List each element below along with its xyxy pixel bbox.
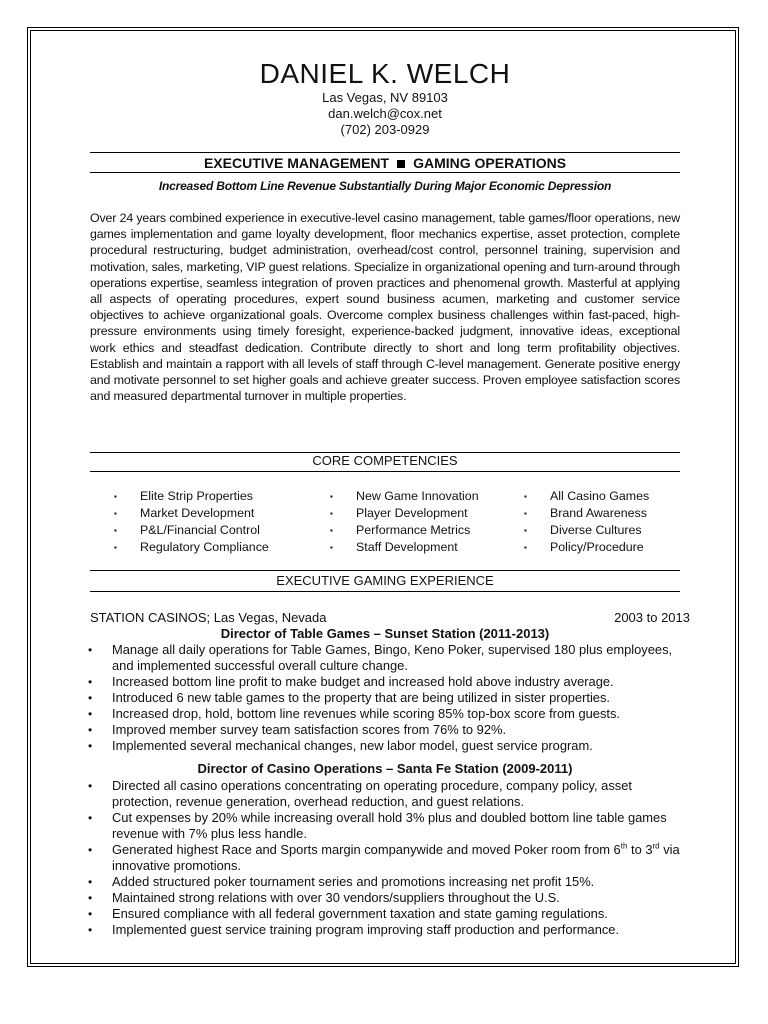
competency: Policy/Procedure — [550, 540, 644, 554]
bullet-icon: • — [88, 723, 93, 737]
square-bullet-icon: ▪ — [524, 509, 527, 518]
bullet-text-part: to 3 — [631, 842, 653, 857]
bullet-text: Increased drop, hold, bottom line revenues while scoring 85% top-box score from guests. — [112, 706, 621, 721]
square-bullet-icon: ▪ — [524, 492, 527, 501]
employment-dates: 2003 to 2013 — [614, 610, 690, 625]
contact-city: Las Vegas, NV 89103 — [322, 90, 448, 105]
competency: Market Development — [140, 506, 255, 520]
bullet-icon: • — [88, 907, 93, 921]
list-item — [88, 738, 680, 754]
experience-title: EXECUTIVE GAMING EXPERIENCE — [276, 573, 494, 588]
list-item — [88, 674, 680, 690]
bullet-text — [112, 842, 680, 873]
list-item — [88, 706, 680, 722]
list-item — [88, 906, 680, 922]
bullet-icon: • — [88, 739, 93, 753]
list-item — [88, 722, 680, 738]
list-item — [330, 505, 479, 522]
competencies-col-1 — [114, 488, 269, 556]
competencies-col-2 — [330, 488, 479, 556]
bullet-icon: • — [88, 811, 93, 825]
list-item — [114, 505, 269, 522]
competency: Diverse Cultures — [550, 523, 642, 537]
square-bullet-icon: ▪ — [330, 543, 333, 552]
tagline: Increased Bottom Line Revenue Substantially During Major Economic Depression — [158, 179, 612, 193]
competency: Performance Metrics — [356, 523, 471, 537]
bullet-text-part: via innovative promotions. — [112, 842, 680, 873]
bullet-text: Implemented several mechanical changes, new labor model, guest service program. — [112, 738, 593, 753]
bullet-icon: • — [88, 843, 93, 857]
competency: Regulatory Compliance — [140, 540, 269, 554]
competency: P&L/Financial Control — [140, 523, 260, 537]
superscript: rd — [652, 841, 660, 851]
list-item — [330, 488, 479, 505]
bullet-text: Added structured poker tournament series and promotions increasing net profit 15%. — [112, 874, 595, 889]
square-bullet-icon: ▪ — [114, 526, 117, 535]
list-item — [114, 539, 269, 556]
divider-headline — [90, 172, 680, 173]
bullet-icon: • — [88, 707, 93, 721]
role-title-1: Director of Table Games – Sunset Station (2011-2013) — [220, 626, 550, 641]
competency: Brand Awareness — [550, 506, 647, 520]
divider-top — [90, 152, 680, 153]
square-bullet-icon: ▪ — [524, 526, 527, 535]
bullet-text: Maintained strong relations with over 30 vendors/suppliers throughout the U.S. — [112, 890, 560, 905]
square-bullet-icon: ▪ — [524, 543, 527, 552]
bullet-text: Manage all daily operations for Table Games, Bingo, Keno Poker, supervised 180 plus employees, and implemented successful overall culture change. — [112, 642, 673, 673]
bullet-icon: • — [88, 779, 93, 793]
bullet-text: Ensured compliance with all federal government taxation and state gaming regulations. — [112, 906, 608, 921]
employer-line — [90, 610, 690, 626]
square-bullet-icon: ▪ — [330, 492, 333, 501]
headline — [90, 154, 680, 172]
contact-block — [90, 90, 680, 138]
list-item — [88, 874, 680, 890]
list-item — [88, 890, 680, 906]
headline-left: EXECUTIVE MANAGEMENT — [203, 155, 390, 171]
list-item — [88, 778, 680, 810]
bullet-icon: • — [88, 923, 93, 937]
contact-email: dan.welch@cox.net — [328, 106, 442, 121]
square-bullet-icon: ▪ — [114, 492, 117, 501]
competency: Elite Strip Properties — [140, 489, 253, 503]
list-item — [524, 505, 649, 522]
bullet-text: Cut expenses by 20% while increasing overall hold 3% plus and doubled bottom line table games revenue with 7% plus less handle. — [112, 810, 667, 841]
competency: New Game Innovation — [356, 489, 479, 503]
competencies-grid — [90, 488, 680, 560]
employer: STATION CASINOS; Las Vegas, Nevada — [90, 610, 327, 625]
list-item — [88, 642, 680, 674]
competency: Staff Development — [356, 540, 458, 554]
list-item — [524, 539, 649, 556]
bullet-text-part: Generated highest Race and Sports margin companywide and moved Poker room from 6 — [112, 842, 621, 857]
bullet-text: Improved member survey team satisfaction scores from 76% to 92%. — [112, 722, 507, 737]
superscript: th — [620, 841, 628, 851]
bullet-icon: • — [88, 675, 93, 689]
list-item — [88, 810, 680, 842]
bullet-icon: • — [88, 891, 93, 905]
square-bullet-icon: ▪ — [330, 526, 333, 535]
square-bullet-icon: ▪ — [114, 543, 117, 552]
bullet-icon: • — [88, 691, 93, 705]
bullet-text: Introduced 6 new table games to the property that are being utilized in sister properties. — [112, 690, 611, 705]
list-item — [114, 522, 269, 539]
divider-experience — [90, 570, 680, 571]
list-item — [88, 690, 680, 706]
bullet-icon: • — [88, 643, 93, 657]
role-2-bullets — [88, 778, 680, 938]
candidate-name: DANIEL K. WELCH — [259, 58, 511, 89]
divider-experience-bottom — [90, 591, 680, 592]
competencies-title: CORE COMPETENCIES — [312, 453, 458, 468]
divider-competencies-bottom — [90, 471, 680, 472]
competency: All Casino Games — [550, 489, 650, 503]
competency: Player Development — [356, 506, 468, 520]
headline-right: GAMING OPERATIONS — [413, 155, 567, 171]
role-title-2: Director of Casino Operations – Santa Fe Station (2009-2011) — [197, 761, 573, 776]
role-1-bullets — [88, 642, 680, 754]
bullet-text: Directed all casino operations concentrating on operating procedure, company policy, asset protection, revenue generation, overhead reduction, and guest relations. — [112, 778, 632, 809]
list-item — [88, 922, 680, 938]
competencies-col-3 — [524, 488, 649, 556]
bullet-text: Increased bottom line profit to make budget and increased hold above industry average. — [112, 674, 614, 689]
bullet-text: Implemented guest service training program improving staff production and performance. — [112, 922, 620, 937]
square-bullet-icon: ▪ — [114, 509, 117, 518]
summary-paragraph: Over 24 years combined experience in executive-level casino management, table games/floor operations, new games implementation and game loyalty development, floor mechanics expertise, asset protection, complete procedural restructuring, budget administration, overhead/cost control, personnel training, supervision and motivation, sales, marketing, VIP guest relations. Specialize in organizational opening and turn-around through operations expertise, seamless integration of proven practices and phenomenal growth. Masterful at applying all aspects of operating procedures, expert sound business acumen, marketing and customer service objectives to achieve organizational goals. Overcome complex business challenges within fast-paced, high-pressure environments using timely foresight, experience-backed judgment, innovative ideas, exceptional work ethics and steadfast dedication. Contribute directly to short and long term profitability objectives. Establish and maintain a rapport with all levels of staff through C-level management. Generate positive energy and motivate personnel to set higher goals and achieve greater success. Proven employee satisfaction scores and measured departmental turnover in multiple properties. — [90, 211, 680, 404]
list-item — [330, 539, 479, 556]
list-item — [88, 842, 680, 874]
list-item — [524, 488, 649, 505]
contact-phone: (702) 203-0929 — [340, 122, 430, 137]
list-item — [330, 522, 479, 539]
square-icon — [397, 160, 405, 168]
list-item — [114, 488, 269, 505]
list-item — [524, 522, 649, 539]
square-bullet-icon: ▪ — [330, 509, 333, 518]
bullet-icon: • — [88, 875, 93, 889]
